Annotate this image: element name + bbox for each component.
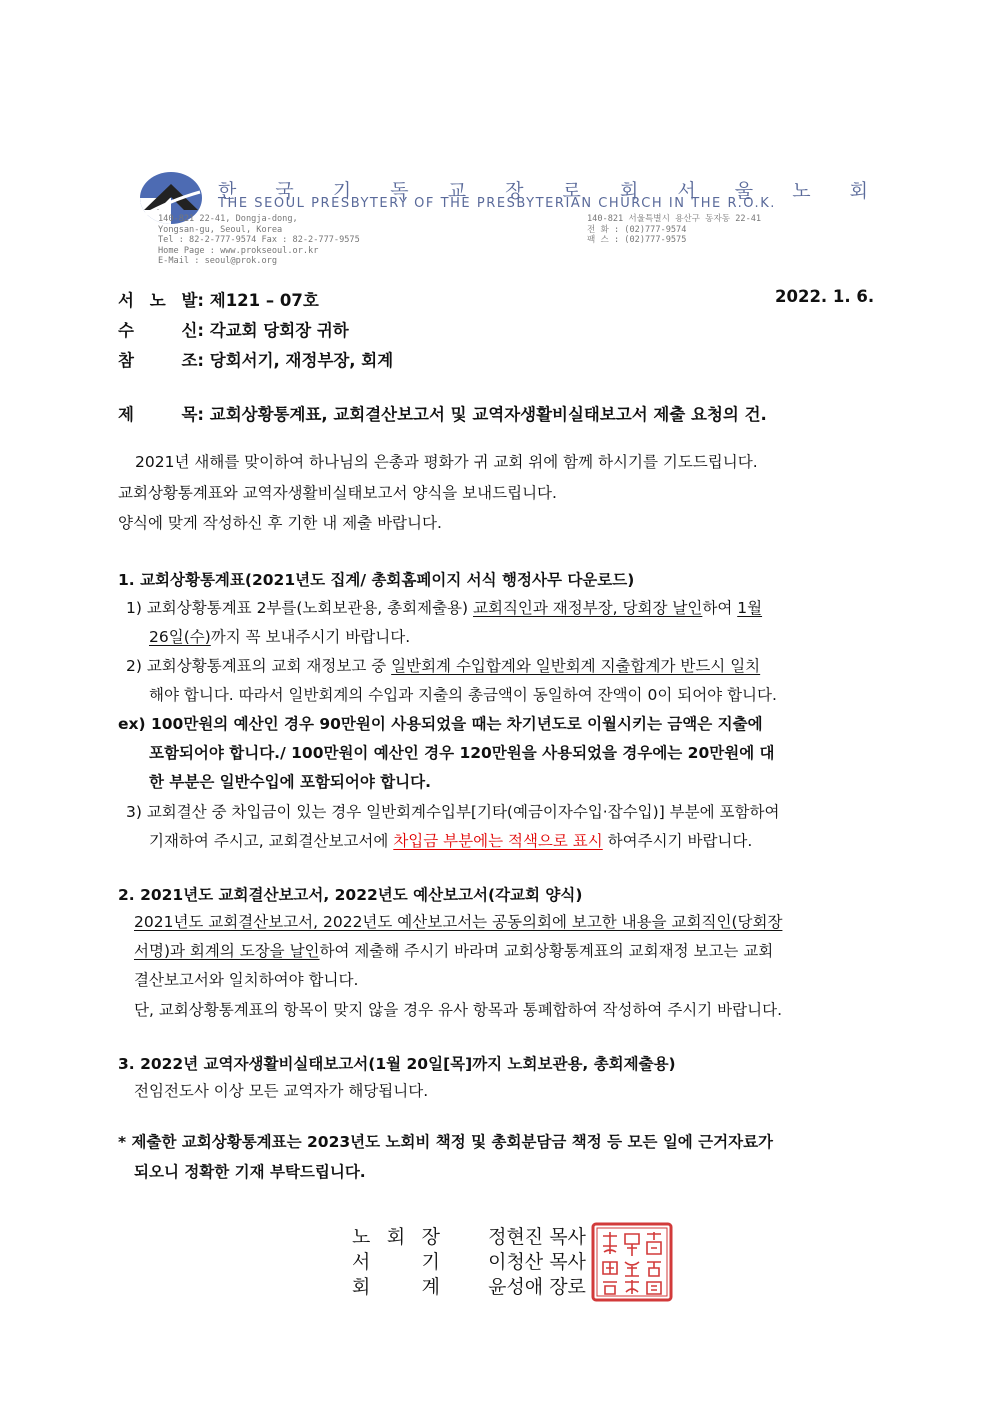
signature-name: 정현진: [488, 1226, 544, 1248]
label-char: 노: [149, 291, 166, 310]
example-line: ex) 100만원의 예산인 경우 90만원이 사용되었을 때는 차기년도로 이월시키는 금액은 지출에: [118, 715, 763, 733]
org-name-char: 독: [390, 180, 409, 202]
recipient-label: [118, 317, 204, 341]
role-char: 회: [386, 1226, 406, 1248]
section-2-line: 단, 교회상황통계표의 항목이 맞지 않을 경우 유사 항목과 통폐합하여 작성하여 주시기 바랍니다.: [134, 1001, 783, 1019]
note-line: 되오니 정확한 기재 부탁드립니다.: [134, 1163, 366, 1181]
address-line: 140-821 22-41, Dongja-dong,: [158, 214, 298, 224]
org-name-char: 회: [619, 180, 639, 202]
address-line: 140-821 서울특별시 용산구 동자동 22-41: [587, 214, 762, 224]
section-2-title: 2. 2021년도 교회결산보고서, 2022년도 예산보고서(각교회 양식): [118, 886, 583, 904]
section-1-item-1-cont: [149, 627, 410, 647]
signature-title: 장로: [549, 1276, 586, 1298]
section-2-line: [134, 941, 773, 961]
label-char: 수: [118, 321, 134, 340]
cc: 당회서기, 재정부장, 회계: [209, 351, 394, 370]
role-char: 장: [421, 1226, 440, 1248]
role-char: 회: [352, 1276, 371, 1298]
example-line: 한 부분은 일반수입에 포함되어야 합니다.: [149, 773, 432, 791]
text: 기재하여 주시고, 교회결산보고서에: [149, 832, 394, 850]
label-char: 조:: [181, 351, 204, 370]
org-name-char: 교: [447, 180, 467, 202]
signature-title: 목사: [549, 1226, 586, 1248]
doc-number: 제121 – 07호: [209, 291, 319, 310]
label-char: 목:: [181, 405, 204, 424]
signature-row: [352, 1272, 586, 1299]
address-korean: [587, 214, 761, 246]
section-1-item-3: 3) 교회결산 중 차입금이 있는 경우 일반회계수입부[기타(예금이자수입·잡수입)] 부분에 포함하여: [126, 803, 780, 821]
red-emphasis-text: 차입금 부분에는 적색으로 표시: [393, 832, 603, 850]
signature-row: [352, 1222, 586, 1249]
org-name-char: 장: [505, 180, 524, 202]
org-name-char: 울: [734, 180, 754, 202]
signature-role: [352, 1247, 440, 1274]
recipient: 각교회 당회장 귀하: [209, 321, 349, 340]
intro-line: 2021년 새해를 맞이하여 하나님의 은총과 평화가 귀 교회 위에 함께 하시기를 기도드립니다.: [135, 453, 758, 471]
doc-number-label: [118, 287, 204, 311]
doc-date: 2022. 1. 6.: [775, 287, 875, 306]
address-line: Home Page : www.prokseoul.or.kr: [158, 245, 319, 256]
label-char: 발:: [181, 291, 204, 310]
emphasis-text: 26일(수): [149, 628, 211, 646]
address-line: Tel : 82-2-777-9574 Fax : 82-2-777-9575: [158, 235, 360, 245]
signature-role: [352, 1222, 440, 1249]
address-line: 팩 스 : (02)777-9575: [587, 235, 687, 245]
intro-line: 교회상황통계표와 교역자생활비실태보고서 양식을 보내드립니다.: [118, 484, 557, 502]
text: 까지 꼭 보내주시기 바랍니다.: [210, 628, 411, 646]
address-line: Yongsan-gu, Seoul, Korea: [158, 224, 283, 235]
signature-title: 목사: [549, 1251, 586, 1273]
emphasis-text: 일반회계 수입합계와 일반회계 지출합계가 반드시 일치: [391, 657, 761, 675]
section-1-item-2-cont: 해야 합니다. 따라서 일반회계의 수입과 지출의 총금액이 동일하여 잔액이 0이 되어야 합니다.: [149, 686, 777, 704]
section-3-line: 전임전도사 이상 모든 교역자가 해당됩니다.: [134, 1082, 429, 1100]
text: 1) 교회상황통계표 2부를(노회보관용, 총회제출용): [126, 599, 473, 617]
doc-number-row: [118, 287, 319, 311]
section-1-item-1: [126, 598, 762, 618]
signature-name: 윤성애: [488, 1276, 544, 1298]
org-name-char: 국: [275, 180, 294, 202]
signature-role: [352, 1272, 440, 1299]
subject: 교회상황통계표, 교회결산보고서 및 교역자생활비실태보고서 제출 요청의 건.: [209, 405, 767, 424]
official-seal-icon: [591, 1222, 673, 1302]
label-char: 서: [118, 291, 134, 310]
signature-row: [352, 1247, 586, 1274]
role-char: 서: [352, 1251, 371, 1273]
label-char: 제: [118, 405, 134, 424]
emphasis-text: 서명)과 회계의 도장을 날인: [134, 942, 320, 960]
org-name-char: 서: [677, 180, 696, 202]
label-char: 신:: [181, 321, 204, 340]
example-line: 포함되어야 합니다./ 100만원이 예산인 경우 120만원을 사용되었을 경우에는 20만원에 대: [149, 744, 775, 762]
cc-row: [118, 347, 393, 371]
emphasis-text: 교회직인과 재정부장, 당회장 날인: [473, 599, 703, 617]
text: 하여: [702, 599, 738, 617]
org-name-char: 노: [792, 180, 811, 202]
org-name-char: 로: [562, 180, 581, 202]
signature-name: 이청산: [488, 1251, 544, 1273]
address-line: E-Mail : seoul@prok.org: [158, 256, 277, 266]
role-char: 기: [421, 1251, 440, 1273]
subject-row: [118, 401, 767, 425]
org-name-char: 회: [849, 180, 868, 202]
address-line: 전 화 : (02)777-9574: [587, 224, 687, 235]
org-name-english: THE SEOUL PRESBYTERY OF THE PRESBYTERIAN CHURCH IN THE R.O.K.: [218, 196, 776, 211]
subject-label: [118, 401, 204, 425]
text: 하여 제출해 주시기 바라며 교회상황통계표의 교회재정 보고는 교회: [319, 942, 774, 960]
emphasis-text: 1월: [737, 599, 763, 617]
section-1-item-2: [126, 656, 760, 676]
address-english: [158, 214, 360, 267]
recipient-row: [118, 317, 349, 341]
text: 2) 교회상황통계표의 교회 재정보고 중: [126, 657, 392, 675]
role-char: 노: [352, 1226, 371, 1248]
intro-line: 양식에 맞게 작성하신 후 기한 내 제출 바랍니다.: [118, 514, 442, 532]
label-char: 참: [118, 351, 134, 370]
role-char: 계: [421, 1276, 440, 1298]
org-name-char: 기: [332, 180, 352, 202]
org-name-char: 한: [218, 180, 237, 202]
section-1-item-3-cont: [149, 831, 752, 851]
section-3-title: 3. 2022년 교역자생활비실태보고서(1월 20일[목]까지 노회보관용, 총회제출용): [118, 1055, 676, 1073]
text: 하여주시기 바랍니다.: [602, 832, 753, 850]
section-2-line: 2021년도 교회결산보고서, 2022년도 예산보고서는 공동의회에 보고한 내용을 교회직인(당회장: [134, 913, 783, 931]
section-1-title: 1. 교회상황통계표(2021년도 집계/ 총회홈페이지 서식 행정사무 다운로드): [118, 571, 635, 589]
note-line: * 제출한 교회상황통계표는 2023년도 노회비 책정 및 총회분담금 책정 등 모든 일에 근거자료가: [118, 1133, 774, 1151]
cc-label: [118, 347, 204, 371]
section-2-line: 결산보고서와 일치하여야 합니다.: [134, 971, 359, 989]
